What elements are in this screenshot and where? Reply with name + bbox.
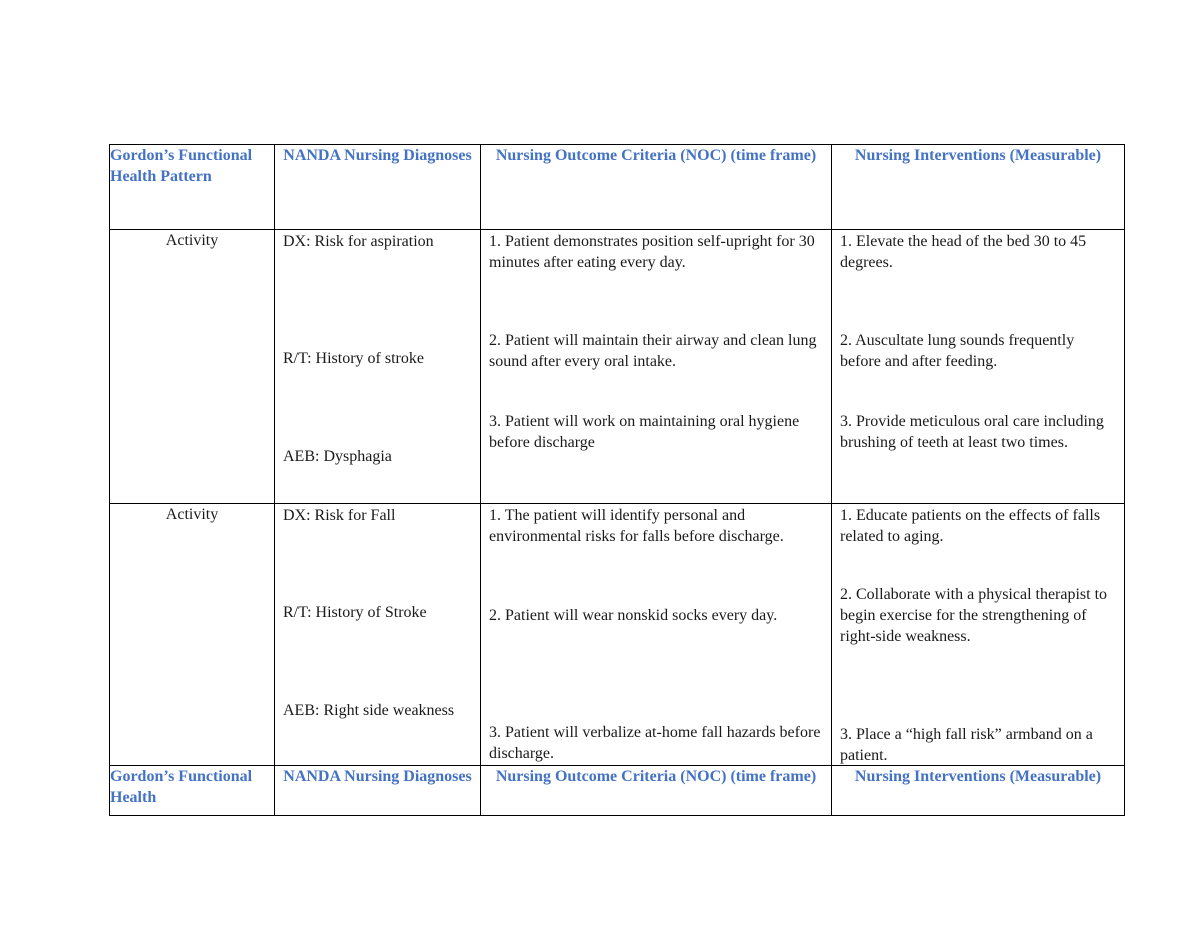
intervention-item: 2. Auscultate lung sounds frequently before and after feeding. [840,332,1075,370]
diagnosis-as-evidenced-by: AEB: Right side weakness [283,702,455,719]
repeated-header-row [110,766,1125,816]
table-header-row [110,145,1125,230]
intervention-item: 1. Educate patients on the effects of falls related to aging. [840,507,1101,545]
pattern-cell: Activity [110,504,275,766]
diagnosis-dx: DX: Risk for Fall [283,507,396,524]
diagnoses-cell [275,230,481,504]
diagnosis-dx: DX: Risk for aspiration [283,233,434,250]
outcome-item: 1. The patient will identify personal and environmental risks for falls before discharge. [489,507,784,545]
outcome-item: 3. Patient will work on maintaining oral hygiene before discharge [489,413,800,451]
header-nursing-outcome-criteria: Nursing Outcome Criteria (NOC) (time frame) [481,145,832,230]
outcome-item: 2. Patient will maintain their airway and clean lung sound after every oral intake. [489,332,817,370]
outcome-item: 3. Patient will verbalize at-home fall hazards before discharge. [489,724,821,762]
header-nursing-outcome-criteria: Nursing Outcome Criteria (NOC) (time frame) [481,766,832,816]
table-row [110,230,1125,504]
pattern-cell: Activity [110,230,275,504]
diagnoses-cell [275,504,481,766]
table-row [110,504,1125,766]
intervention-item: 3. Provide meticulous oral care including brushing of teeth at least two times. [840,413,1104,451]
diagnosis-related-to: R/T: History of stroke [283,350,424,367]
intervention-item: 3. Place a “high fall risk” armband on a patient. [840,726,1093,764]
header-nanda-diagnoses: NANDA Nursing Diagnoses [275,766,481,816]
intervention-item: 2. Collaborate with a physical therapist to begin exercise for the strengthening of right-side weakness. [840,586,1108,645]
outcomes-cell [481,504,832,766]
header-functional-health-pattern: Gordon’s Functional Health Pattern [110,145,275,230]
intervention-item: 1. Elevate the head of the bed 30 to 45 degrees. [840,233,1087,271]
document-page [109,144,1125,816]
outcomes-cell [481,230,832,504]
header-nursing-interventions: Nursing Interventions (Measurable) [832,145,1125,230]
header-nursing-interventions: Nursing Interventions (Measurable) [832,766,1125,816]
header-functional-health-pattern: Gordon’s Functional Health [110,766,275,816]
interventions-cell [832,504,1125,766]
diagnosis-as-evidenced-by: AEB: Dysphagia [283,448,392,465]
nursing-care-plan-table [109,144,1125,816]
outcome-item: 1. Patient demonstrates position self-upright for 30 minutes after eating every day. [489,233,815,271]
interventions-cell [832,230,1125,504]
header-nanda-diagnoses: NANDA Nursing Diagnoses [275,145,481,230]
diagnosis-related-to: R/T: History of Stroke [283,604,427,621]
outcome-item: 2. Patient will wear nonskid socks every day. [489,607,778,624]
